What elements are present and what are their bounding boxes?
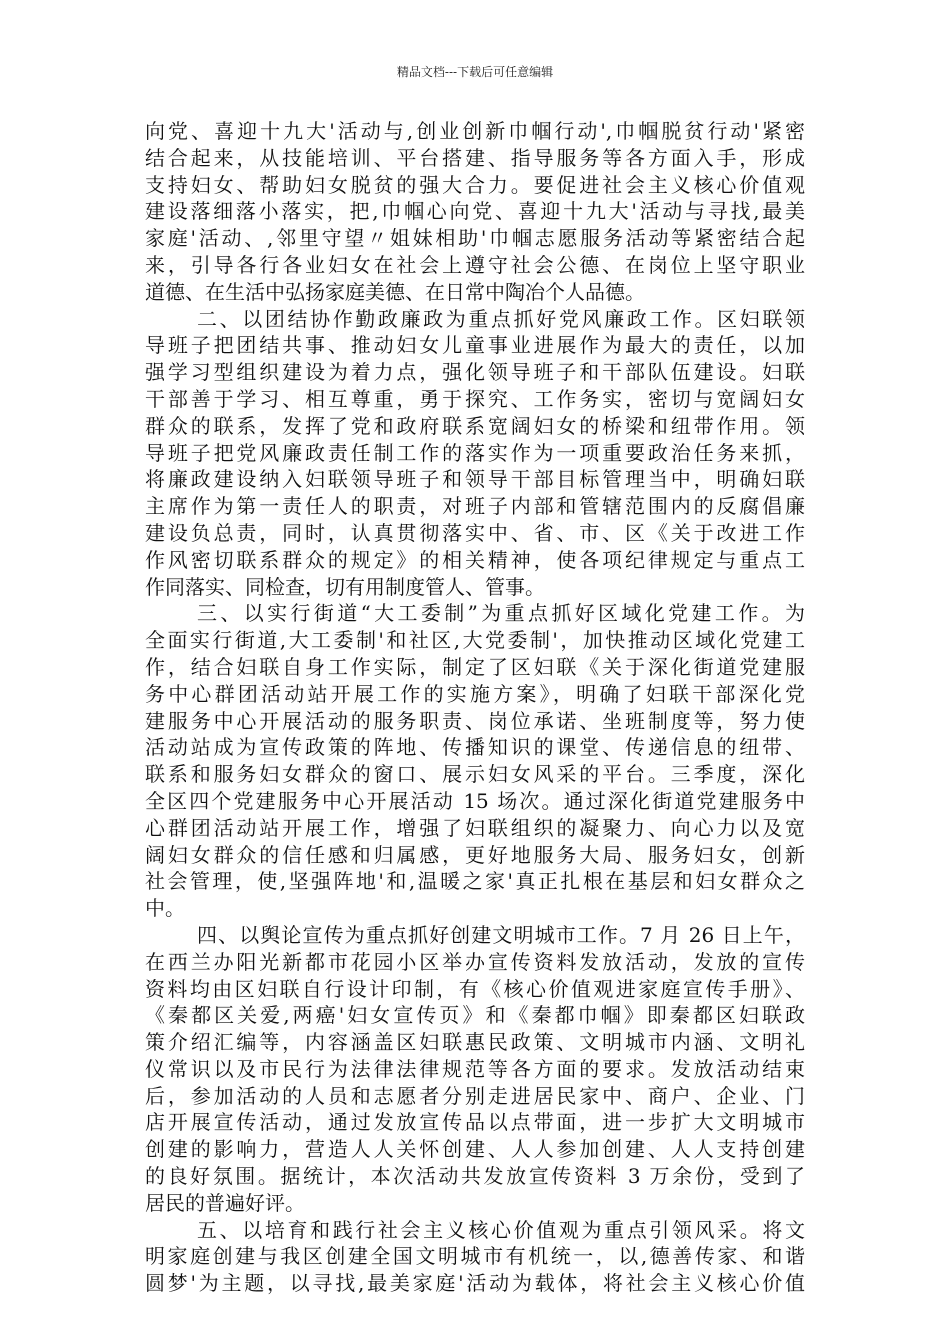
text-line: 作风密切联系群众的规定》的相关精神，使各项纪律规定与重点工 (145, 547, 805, 572)
text-line: 结合起来，从技能培训、平台搭建、指导服务等各方面入手，形成 (145, 145, 805, 170)
text-line: 资料均由区妇联自行设计印制，有《核心价值观进家庭宣传手册》、 (145, 976, 805, 1001)
text-line: 将廉政建设纳入妇联领导班子和领导干部目标管理当中，明确妇联 (145, 467, 805, 492)
text-line: 导班子把团结共事、推动妇女儿童事业进展作为最大的责任，以加 (145, 333, 805, 358)
text-line: 后，参加活动的人员和志愿者分别走进居民家中、商户、企业、门 (145, 1083, 805, 1108)
text-line: 作，结合妇联自身工作实际，制定了区妇联《关于深化街道党建服 (145, 654, 805, 679)
text-line: 居民的普遍好评。 (145, 1190, 305, 1215)
text-line: 创建的影响力，营造人人关怀创建、人人参加创建、人人支持创建 (145, 1137, 805, 1162)
text-line: 导班子把党风廉政责任制工作的落实作为一项重要政治任务来抓， (145, 440, 805, 465)
text-line: 圆梦'为主题，以寻找,最美家庭'活动为载体，将社会主义核心价值 (145, 1271, 805, 1296)
text-line: 强学习型组织建设为着力点，强化领导班子和干部队伍建设。妇联 (145, 360, 805, 385)
text-line: 支持妇女、帮助妇女脱贫的强大合力。要促进社会主义核心价值观 (145, 172, 805, 197)
text-line: 社会管理，使,坚强阵地'和,温暖之家'真正扎根在基层和妇女群众之 (145, 869, 805, 894)
text-line: 建设落细落小落实，把,巾帼心向党、喜迎十九大'活动与寻找,最美 (145, 199, 805, 224)
text-line: 联系和服务妇女群众的窗口、展示妇女风采的平台。三季度，深化 (145, 762, 805, 787)
text-line: 《秦都区关爱,两癌'妇女宣传页》和《秦都巾帼》即秦都区妇联政 (145, 1003, 805, 1028)
text-line: 干部善于学习、相互尊重，勇于探究、工作务实，密切与宽阔妇女 (145, 386, 805, 411)
text-line: 作同落实、同检查，切有用制度管人、管事。 (145, 574, 545, 599)
text-line: 中。 (145, 896, 185, 921)
text-line: 三、以实行街道“大工委制”为重点抓好区域化党建工作。为 (197, 601, 805, 626)
text-line: 道德、在生活中弘扬家庭美德、在日常中陶冶个人品德。 (145, 279, 645, 304)
text-line: 务中心群团活动站开展工作的实施方案》，明确了妇联干部深化党 (145, 681, 805, 706)
text-line: 明家庭创建与我区创建全国文明城市有机统一，以,德善传家、和谐 (145, 1244, 805, 1269)
text-line: 活动站成为宣传政策的阵地、传播知识的课堂、传递信息的纽带、 (145, 735, 805, 760)
text-line: 来，引导各行各业妇女在社会上遵守社会公德、在岗位上坚守职业 (145, 252, 805, 277)
text-line: 心群团活动站开展工作，增强了妇联组织的凝聚力、向心力以及宽 (145, 815, 805, 840)
text-line: 全区四个党建服务中心开展活动 15 场次。通过深化街道党建服务中 (145, 788, 805, 813)
text-line: 建服务中心开展活动的服务职责、岗位承诺、坐班制度等，努力使 (145, 708, 805, 733)
text-line: 策介绍汇编等，内容涵盖区妇联惠民政策、文明城市内涵、文明礼 (145, 1030, 805, 1055)
text-line: 五、以培育和践行社会主义核心价值观为重点引领风采。将文 (197, 1217, 805, 1242)
text-line: 建设负总责，同时，认真贯彻落实中、省、市、区《关于改进工作 (145, 520, 805, 545)
text-line: 全面实行街道,大工委制'和社区,大党委制'，加快推动区域化党建工 (145, 628, 805, 653)
text-line: 店开展宣传活动，通过发放宣传品以点带面，进一步扩大文明城市 (145, 1110, 805, 1135)
text-line: 阔妇女群众的信任感和归属感，更好地服务大局、服务妇女，创新 (145, 842, 805, 867)
text-line: 仪常识以及市民行为法律法律规范等各方面的要求。发放活动结束 (145, 1056, 805, 1081)
text-line: 在西兰办阳光新都市花园小区举办宣传资料发放活动，发放的宣传 (145, 949, 805, 974)
text-line: 的良好氛围。据统计，本次活动共发放宣传资料 3 万余份，受到了 (145, 1164, 805, 1189)
document-body (145, 118, 805, 1297)
text-line: 家庭'活动、,邻里守望〃姐妹相助'巾帼志愿服务活动等紧密结合起 (145, 226, 805, 251)
text-line: 四、以舆论宣传为重点抓好创建文明城市工作。7 月 26 日上午， (197, 922, 805, 947)
page-header: 精品文档---下载后可任意编辑 (396, 65, 554, 79)
text-line: 向党、喜迎十九大'活动与,创业创新巾帼行动',巾帼脱贫行动'紧密 (145, 119, 805, 143)
text-line: 主席作为第一责任人的职责，对班子内部和管辖范围内的反腐倡廉 (145, 494, 805, 519)
text-line: 二、以团结协作勤政廉政为重点抓好党风廉政工作。区妇联领 (197, 306, 805, 331)
text-line: 群众的联系，发挥了党和政府联系宽阔妇女的桥梁和纽带作用。领 (145, 413, 805, 438)
